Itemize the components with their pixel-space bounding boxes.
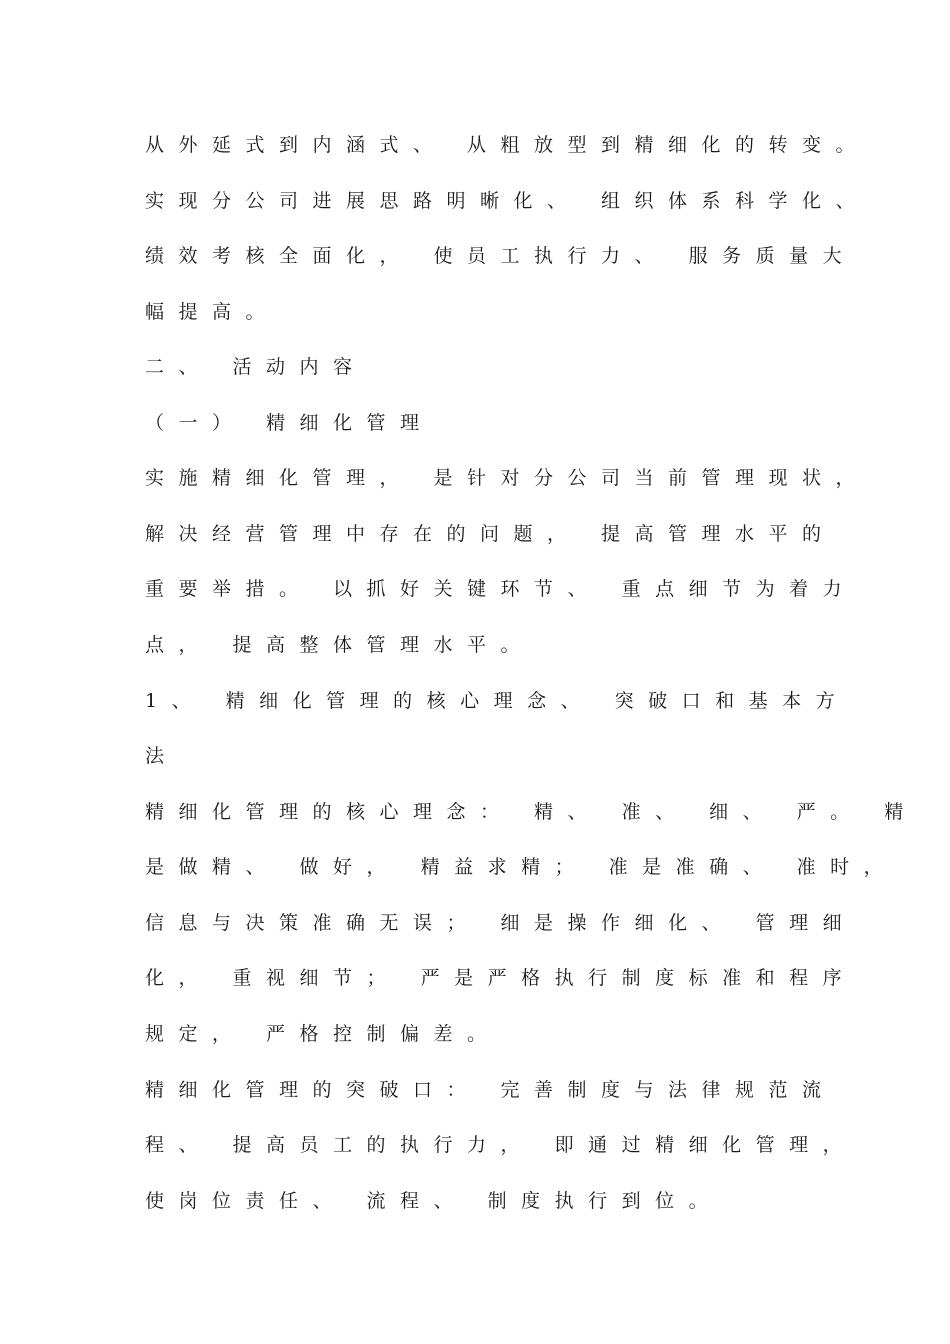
text-line: 从外延式到内涵式、 从粗放型到精细化的转变。 (145, 134, 870, 156)
text-line: 实施精细化管理， 是针对分公司当前管理现状， (145, 467, 870, 489)
text-line: 化， 重视细节； 严是严格执行制度标准和程序 (145, 967, 857, 989)
text-line: 实现分公司进展思路明晰化、 组织体系科学化、 (145, 190, 870, 212)
item-heading-continued: 法 (145, 745, 179, 767)
text-line: 规定， 严格控制偏差。 (145, 1023, 501, 1045)
item-heading: 1、 精细化管理的核心理念、 突破口和基本方 (145, 690, 850, 712)
text-line: 使岗位责任、 流程、 制度执行到位。 (145, 1190, 723, 1212)
text-line: 解决经营管理中存在的问题， 提高管理水平的 (145, 523, 836, 545)
text-line: 点， 提高整体管理水平。 (145, 634, 535, 656)
text-line: 绩效考核全面化， 使员工执行力、 服务质量大 (145, 245, 857, 267)
text-line: 程、 提高员工的执行力， 即通过精细化管理， (145, 1134, 857, 1156)
text-line: 是做精、 做好， 精益求精； 准是准确、 准时， (145, 856, 898, 878)
text-line: 精细化管理的核心理念： 精、 准、 细、 严。 精 (145, 801, 918, 823)
subsection-heading: （一） 精细化管理 (145, 412, 434, 434)
section-heading: 二、 活动内容 (145, 356, 367, 378)
text-line: 精细化管理的突破口： 完善制度与法律规范流 (145, 1079, 836, 1101)
text-line: 幅提高。 (145, 301, 280, 323)
text-line: 信息与决策准确无误； 细是操作细化、 管理细 (145, 912, 857, 934)
text-line: 重要举措。 以抓好关键环节、 重点细节为着力 (145, 578, 857, 600)
